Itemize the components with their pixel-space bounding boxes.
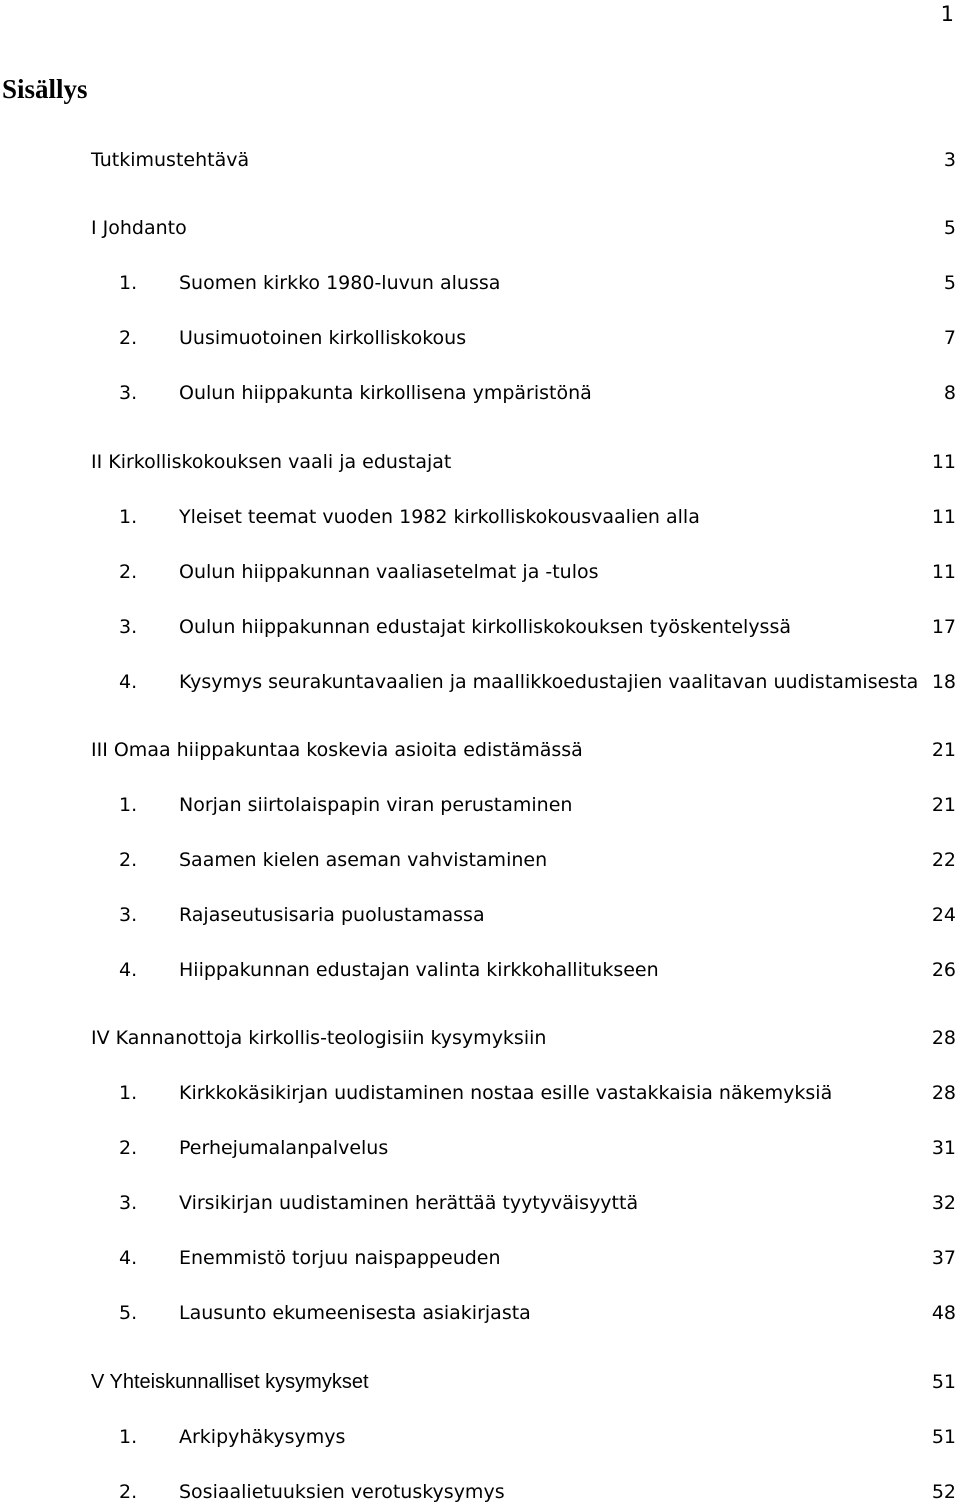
toc-entry-number: 2. [119, 561, 138, 583]
toc-entry-page: 22 [931, 849, 956, 871]
toc-entry-page: 17 [931, 616, 956, 638]
toc-entry-label: Lausunto ekumeenisesta asiakirjasta [179, 1302, 531, 1324]
toc-sub-entry [0, 1078, 960, 1108]
toc-sub-entry [0, 1133, 960, 1163]
toc-entry-number: 3. [119, 904, 138, 926]
toc-entry-label: Kirkkokäsikirjan uudistaminen nostaa esille vastakkaisia näkemyksiä [179, 1082, 833, 1104]
toc-entry-label: I Johdanto [91, 217, 187, 239]
toc-entry-label: Oulun hiippakunnan vaaliasetelmat ja -tulos [179, 561, 599, 583]
toc-entry-page: 21 [931, 739, 956, 761]
toc-entry-label: Virsikirjan uudistaminen herättää tyytyväisyyttä [179, 1192, 639, 1214]
toc-part-entry [0, 447, 960, 477]
toc-entry-label: V Yhteiskunnalliset kysymykset [91, 1371, 369, 1393]
toc-entry-page: 11 [931, 451, 956, 473]
toc-entry-number: 4. [119, 671, 138, 693]
page-number: 1 [940, 2, 954, 26]
toc-part-entry [0, 145, 960, 175]
toc-entry-page: 18 [931, 671, 956, 693]
toc-entry-page: 5 [943, 217, 956, 239]
toc-entry-label: III Omaa hiippakuntaa koskevia asioita edistämässä [91, 739, 583, 761]
toc-entry-label: Enemmistö torjuu naispappeuden [179, 1247, 501, 1269]
toc-entry-page: 52 [931, 1481, 956, 1503]
toc-entry-label: Arkipyhäkysymys [179, 1426, 346, 1448]
toc-entry-page: 24 [931, 904, 956, 926]
toc-sub-entry [0, 1298, 960, 1328]
toc-entry-number: 1. [119, 794, 138, 816]
toc-entry-number: 2. [119, 1481, 138, 1503]
toc-entry-number: 3. [119, 382, 138, 404]
toc-entry-page: 28 [931, 1082, 956, 1104]
toc-entry-page: 11 [931, 561, 956, 583]
toc-entry-page: 26 [931, 959, 956, 981]
toc-entry-label: Uusimuotoinen kirkolliskokous [179, 327, 467, 349]
toc-entry-label: IV Kannanottoja kirkollis-teologisiin kysymyksiin [91, 1027, 547, 1049]
toc-entry-number: 2. [119, 849, 138, 871]
toc-sub-entry [0, 1243, 960, 1273]
toc-sub-entry [0, 955, 960, 985]
toc-entry-page: 21 [931, 794, 956, 816]
toc-entry-page: 51 [931, 1371, 956, 1393]
toc-sub-entry [0, 1477, 960, 1507]
toc-part-entry [0, 735, 960, 765]
toc-entry-label: Oulun hiippakunnan edustajat kirkolliskokouksen työskentelyssä [179, 616, 791, 638]
toc-entry-label: Oulun hiippakunta kirkollisena ympäristönä [179, 382, 592, 404]
toc-sub-entry [0, 268, 960, 298]
toc-entry-number: 3. [119, 616, 138, 638]
toc-entry-label: Yleiset teemat vuoden 1982 kirkolliskokousvaalien alla [179, 506, 700, 528]
toc-sub-entry [0, 557, 960, 587]
toc-entry-page: 31 [931, 1137, 956, 1159]
toc-entry-page: 3 [943, 149, 956, 171]
toc-sub-entry [0, 323, 960, 353]
toc-entry-label: Sosiaalietuuksien verotuskysymys [179, 1481, 505, 1503]
toc-entry-label: Perhejumalanpalvelus [179, 1137, 389, 1159]
toc-part-entry [0, 213, 960, 243]
toc-sub-entry [0, 845, 960, 875]
toc-entry-label: Tutkimustehtävä [91, 149, 250, 171]
toc-sub-entry [0, 1188, 960, 1218]
toc-entry-label: Saamen kielen aseman vahvistaminen [179, 849, 548, 871]
toc-entry-label: II Kirkolliskokouksen vaali ja edustajat [91, 451, 452, 473]
toc-entry-page: 48 [931, 1302, 956, 1324]
toc-entry-label: Suomen kirkko 1980-luvun alussa [179, 272, 501, 294]
toc-entry-page: 7 [943, 327, 956, 349]
toc-entry-label: Kysymys seurakuntavaalien ja maallikkoedustajien vaalitavan uudistamisesta [179, 671, 919, 693]
toc-entry-label: Rajaseutusisaria puolustamassa [179, 904, 485, 926]
toc-entry-page: 11 [931, 506, 956, 528]
toc-entry-page: 37 [931, 1247, 956, 1269]
toc-sub-entry [0, 667, 960, 697]
toc-entry-number: 1. [119, 506, 138, 528]
toc-sub-entry [0, 612, 960, 642]
toc-entry-number: 4. [119, 1247, 138, 1269]
toc-part-entry [0, 1023, 960, 1053]
toc-sub-entry [0, 1422, 960, 1452]
toc-entry-page: 5 [943, 272, 956, 294]
toc-entry-number: 4. [119, 959, 138, 981]
toc-entry-page: 32 [931, 1192, 956, 1214]
toc-part-entry [0, 1367, 960, 1397]
toc-entry-number: 3. [119, 1192, 138, 1214]
toc-entry-number: 5. [119, 1302, 138, 1324]
toc-sub-entry [0, 502, 960, 532]
toc-entry-label: Norjan siirtolaispapin viran perustaminen [179, 794, 573, 816]
toc-sub-entry [0, 378, 960, 408]
toc-entry-page: 28 [931, 1027, 956, 1049]
toc-entry-number: 1. [119, 272, 138, 294]
toc-entry-number: 1. [119, 1426, 138, 1448]
toc-entry-page: 51 [931, 1426, 956, 1448]
toc-entry-number: 2. [119, 1137, 138, 1159]
toc-entry-page: 8 [943, 382, 956, 404]
toc-sub-entry [0, 900, 960, 930]
toc-title: Sisällys [2, 74, 88, 104]
toc-entry-number: 2. [119, 327, 138, 349]
toc-entry-label: Hiippakunnan edustajan valinta kirkkohallitukseen [179, 959, 659, 981]
toc-sub-entry [0, 790, 960, 820]
toc-entry-number: 1. [119, 1082, 138, 1104]
